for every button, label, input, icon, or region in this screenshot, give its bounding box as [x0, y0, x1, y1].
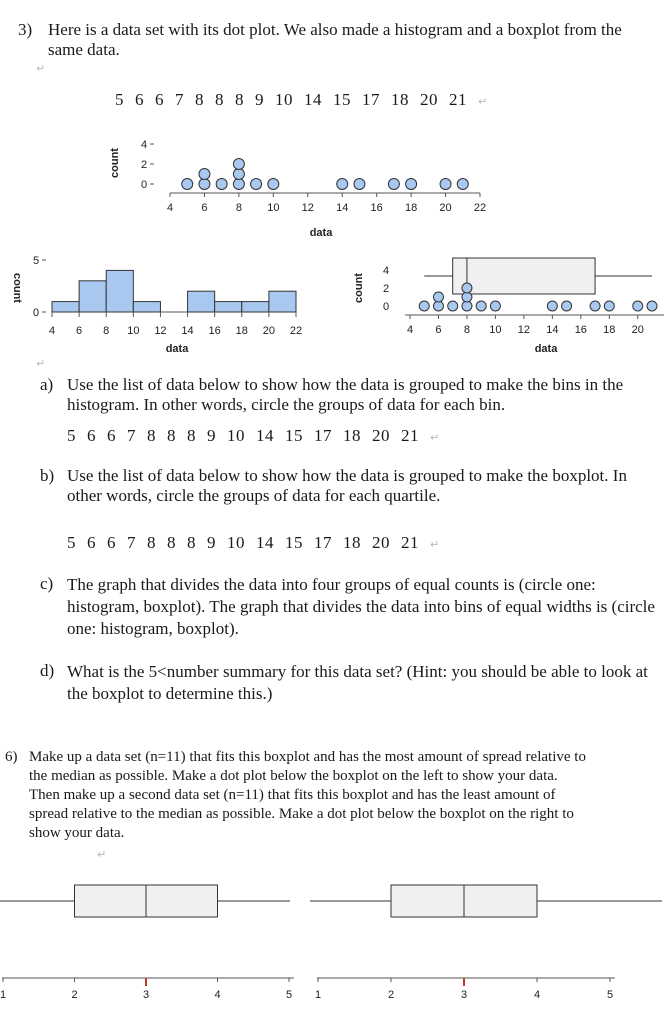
- data-value: 6: [107, 533, 116, 552]
- data-list-b: [67, 533, 451, 553]
- boxplot: [340, 248, 672, 358]
- boxplot-x-tick-label: 18: [603, 324, 616, 336]
- histogram-x-tick-label: 20: [262, 325, 276, 337]
- data-value: 8: [235, 90, 244, 109]
- histogram-x-tick-label: 22: [289, 325, 303, 337]
- boxplot-point: [419, 301, 429, 311]
- data-value: 10: [227, 426, 245, 445]
- q6-right-tick-label: 3: [460, 989, 468, 1001]
- part-a-label: a): [40, 375, 54, 394]
- histogram-bar: [133, 302, 160, 312]
- boxplot-y-tick-label: 4: [382, 265, 390, 277]
- dotplot-point: [182, 179, 193, 190]
- boxplot-point: [547, 301, 557, 311]
- data-value: 14: [304, 90, 322, 109]
- part-d-label: d): [40, 661, 55, 680]
- return-mark: ↵: [97, 848, 107, 861]
- q3-number: 3): [18, 20, 33, 39]
- q6-text: Make up a data set (n=11) that fits this boxplot and has the most amount of spread relative to the median as possible. Make a dot plot below the boxplot on the left to show your data. Then make up a second data set (n=11) that fits this boxplot and has the least amount of spread relative to the median as possible. Make a dot plot below the boxplot on the right to show your data.: [29, 749, 586, 841]
- data-value: 6: [87, 533, 96, 552]
- part-c-text: The graph that divides the data into four groups of equal counts is (circle one: histogram, boxplot). The graph that divides the data into bins of equal widths is (circle one: histogram, boxplot).: [67, 575, 655, 638]
- data-value: 20: [372, 533, 390, 552]
- part-d-text: What is the 5<number summary for this data set? (Hint: you should be able to look at the boxplot to determine this.): [67, 662, 648, 703]
- dotplot-point: [388, 179, 399, 190]
- dotplot-point: [354, 179, 365, 190]
- dotplot-x-tick-label: 18: [404, 202, 418, 214]
- histogram-x-tick-label: 6: [76, 325, 83, 337]
- q6-right-tick-label: 1: [314, 989, 322, 1001]
- q6-right-tick-label: 5: [606, 989, 614, 1001]
- data-value: 8: [167, 426, 176, 445]
- q6-left-tick-label: 2: [71, 989, 78, 1001]
- data-value: 7: [127, 533, 136, 552]
- dotplot-point: [199, 179, 210, 190]
- data-value: 8: [147, 426, 156, 445]
- dotplot-x-tick-label: 22: [473, 202, 487, 214]
- data-value: 17: [314, 533, 332, 552]
- data-value: 9: [207, 426, 216, 445]
- histogram-bar: [269, 291, 296, 312]
- dotplot-point: [233, 179, 244, 190]
- dotplot-x-tick-label: 10: [267, 202, 280, 214]
- return-mark: ↵: [430, 538, 440, 551]
- data-value: 10: [227, 533, 245, 552]
- dotplot-point: [216, 179, 227, 190]
- q6-right-boxplot: [310, 878, 672, 1018]
- boxplot-x-tick-label: 14: [546, 324, 559, 336]
- dotplot-point: [251, 179, 262, 190]
- histogram-x-tick-label: 12: [154, 325, 167, 337]
- dotplot-xlabel: data: [309, 227, 333, 239]
- data-value: 8: [215, 90, 224, 109]
- boxplot-point: [590, 301, 600, 311]
- data-value: 5: [67, 533, 76, 552]
- q6-number: 6): [5, 749, 18, 765]
- boxplot-point: [490, 301, 500, 311]
- data-value: 8: [187, 426, 196, 445]
- boxplot-x-tick-label: 12: [517, 324, 531, 336]
- data-value: 18: [391, 90, 409, 109]
- dotplot-point: [406, 179, 417, 190]
- dotplot-point: [199, 169, 210, 180]
- q6-right-tick-label: 2: [387, 989, 395, 1001]
- dotplot-y-tick-label: 4: [140, 139, 148, 151]
- data-value: 9: [255, 90, 264, 109]
- histogram-bar: [242, 302, 269, 312]
- data-value: 6: [87, 426, 96, 445]
- histogram-x-tick-label: 4: [48, 325, 56, 337]
- boxplot-ylabel: count: [353, 273, 365, 303]
- data-value: 17: [314, 426, 332, 445]
- data-value: 18: [343, 426, 361, 445]
- return-mark: ↵: [36, 62, 46, 75]
- data-value: 6: [135, 90, 144, 109]
- data-value: 6: [155, 90, 164, 109]
- data-value: 15: [285, 533, 303, 552]
- data-value: 14: [256, 426, 274, 445]
- data-value: 5: [67, 426, 76, 445]
- data-value: 8: [195, 90, 204, 109]
- dot-plot: [100, 118, 500, 243]
- dotplot-x-tick-label: 6: [201, 202, 208, 214]
- histogram-bar: [79, 281, 106, 312]
- boxplot-y-tick-label: 2: [382, 283, 390, 295]
- dotplot-point: [457, 179, 468, 190]
- boxplot-point: [476, 301, 486, 311]
- dotplot-x-tick-label: 8: [235, 202, 242, 214]
- boxplot-y-tick-label: 0: [382, 301, 390, 313]
- histogram-xlabel: data: [165, 343, 189, 355]
- boxplot-box: [453, 258, 595, 294]
- part-b-text: Use the list of data below to show how the data is grouped to make the boxplot. In other words, circle the groups of data for each quartile.: [67, 466, 627, 505]
- histogram-bar: [52, 302, 79, 312]
- q3-intro: Here is a data set with its dot plot. We also made a histogram and a boxplot from the same data.: [48, 20, 622, 59]
- q6-left-boxplot: [0, 878, 300, 1018]
- boxplot-point: [448, 301, 458, 311]
- data-value: 14: [256, 533, 274, 552]
- part-c-label: c): [40, 574, 54, 593]
- dotplot-x-tick-label: 12: [301, 202, 314, 214]
- data-value: 8: [147, 533, 156, 552]
- data-value: 6: [107, 426, 116, 445]
- dotplot-point: [337, 179, 348, 190]
- data-value: 15: [285, 426, 303, 445]
- data-value: 21: [449, 90, 467, 109]
- data-value: 21: [401, 426, 419, 445]
- data-value: 8: [187, 533, 196, 552]
- return-mark: ↵: [430, 431, 440, 444]
- boxplot-x-tick-label: 16: [574, 324, 587, 336]
- boxplot-x-tick-label: 6: [435, 324, 442, 336]
- dotplot-x-tick-label: 20: [439, 202, 452, 214]
- boxplot-xlabel: data: [534, 343, 558, 355]
- data-list-a: [67, 426, 451, 446]
- boxplot-point: [647, 301, 657, 311]
- q6-right-tick-label: 4: [533, 989, 541, 1001]
- data-value: 8: [167, 533, 176, 552]
- data-value: 20: [372, 426, 390, 445]
- histogram-x-tick-label: 16: [208, 325, 221, 337]
- boxplot-point: [462, 283, 472, 293]
- data-value: 17: [362, 90, 380, 109]
- q6-left-tick-label: 1: [0, 989, 7, 1001]
- dotplot-point: [233, 159, 244, 170]
- histogram-bar: [215, 302, 242, 312]
- histogram-bar: [106, 270, 133, 312]
- data-value: 20: [420, 90, 438, 109]
- data-value: 18: [343, 533, 361, 552]
- q6-left-tick-label: 5: [285, 989, 293, 1001]
- boxplot-x-tick-label: 20: [631, 324, 644, 336]
- histogram-y-tick-label: 0: [32, 307, 40, 319]
- dotplot-x-tick-label: 14: [336, 202, 349, 214]
- data-value: 21: [401, 533, 419, 552]
- histogram-x-tick-label: 18: [235, 325, 248, 337]
- boxplot-x-tick-label: 10: [489, 324, 502, 336]
- dotplot-point: [268, 179, 279, 190]
- q6-left-tick-label: 3: [142, 989, 150, 1001]
- data-value: 15: [333, 90, 351, 109]
- histogram-ylabel: count: [11, 273, 23, 303]
- dotplot-y-tick-label: 0: [140, 179, 148, 191]
- dotplot-x-tick-label: 16: [370, 202, 383, 214]
- boxplot-point: [604, 301, 614, 311]
- histogram-bar: [188, 291, 215, 312]
- dotplot-y-tick-label: 2: [140, 159, 148, 171]
- data-value: 7: [175, 90, 184, 109]
- part-b-label: b): [40, 466, 55, 485]
- boxplot-point: [562, 301, 572, 311]
- boxplot-x-tick-label: 8: [463, 324, 471, 336]
- part-a-text: Use the list of data below to show how the data is grouped to make the bins in the histogram. In other words, circle the groups of data for each bin.: [67, 375, 624, 414]
- data-value: 9: [207, 533, 216, 552]
- boxplot-x-tick-label: 4: [406, 324, 414, 336]
- return-mark: ↵: [36, 357, 46, 370]
- dotplot-point: [233, 169, 244, 180]
- q6-left-tick-label: 4: [214, 989, 221, 1001]
- dotplot-point: [440, 179, 451, 190]
- histogram-x-tick-label: 8: [103, 325, 110, 337]
- boxplot-point: [433, 292, 443, 302]
- boxplot-point: [633, 301, 643, 311]
- histogram-y-tick-label: 5: [32, 255, 40, 267]
- return-mark: ↵: [478, 95, 488, 108]
- data-list-top: [115, 90, 499, 110]
- dotplot-x-tick-label: 4: [166, 202, 174, 214]
- data-value: 7: [127, 426, 136, 445]
- histogram: [0, 248, 320, 358]
- histogram-x-tick-label: 14: [181, 325, 194, 337]
- histogram-x-tick-label: 10: [127, 325, 140, 337]
- data-value: 5: [115, 90, 124, 109]
- dotplot-ylabel: count: [109, 148, 121, 178]
- data-value: 10: [275, 90, 293, 109]
